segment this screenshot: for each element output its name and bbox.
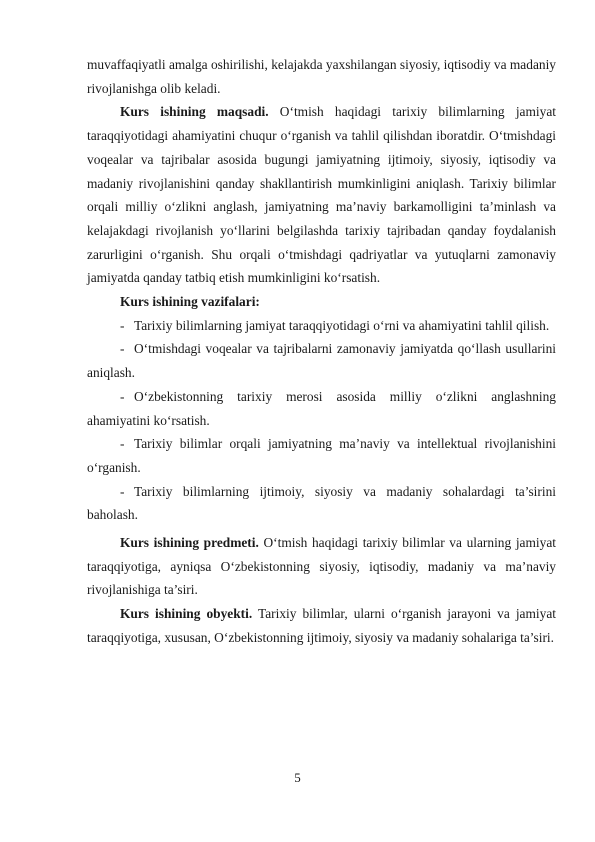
object-label: Kurs ishining obyekti. — [120, 606, 253, 622]
body-text — [87, 53, 556, 650]
bullet-dash: - — [120, 436, 125, 452]
task-item: - O‘tmishdagi voqealar va tajribalarni zamonaviy jamiyatda qo‘llash usullarini aniqlash. — [87, 337, 556, 384]
task-item: - Tarixiy bilimlarning jamiyat taraqqiyotidagi o‘rni va ahamiyatini tahlil qilish. — [87, 314, 556, 338]
tasks-heading: Kurs ishining vazifalari: — [120, 294, 260, 310]
page-number: 5 — [294, 770, 301, 785]
task-item: - O‘zbekistonning tarixiy merosi asosida milliy o‘zlikni anglashning ahamiyatini ko‘rsatish. — [87, 385, 556, 432]
bullet-dash: - — [120, 483, 125, 499]
paragraph-goal — [87, 100, 556, 290]
goal-text: O‘tmish haqidagi tarixiy bilimlarning jamiyat taraqqiyotidagi ahamiyatini chuqur o‘rganish va tahlil qilishdan iboratdir. O‘tmishdagi voqealar va tajribalar asosida bugungi jamiyatning ijtimoiy, siyosiy, iqtisodiy va madaniy rivojlanishini qanday shakllantirish mumkinligini aniqlash. Tarixiy bilimlar orqali milliy o‘zlikni anglash, jamiyatning ma’naviy barkamolligini ta’minlash va kelajakdagi rivojlanish yo‘llarini belgilashda tarixiy tajribadan qanday foydalanish zarurligini o‘rganish. Shu orqali o‘tmishdagi qadriyatlar va yutuqlarni zamonaviy jamiyatda qanday tatbiq etish mumkinligini ko‘rsatish. — [87, 104, 557, 286]
subject-label: Kurs ishining predmeti. — [120, 535, 259, 551]
bullet-dash: - — [120, 317, 125, 333]
paragraph-intro-continuation: muvaffaqiyatli amalga oshirilishi, kelajakda yaxshilangan siyosiy, iqtisodiy va madaniy rivojlanishga olib keladi. — [87, 57, 556, 96]
subject-text: O‘tmish haqidagi tarixiy bilimlar va ularning jamiyat taraqqiyotiga, ayniqsa O‘zbekistonning siyosiy, iqtisodiy, madaniy va ma’naviy rivojlanishiga ta’siri. — [87, 535, 556, 598]
task-item: - Tarixiy bilimlarning ijtimoiy, siyosiy va madaniy sohalardagi ta’sirini baholash. — [87, 480, 556, 527]
paragraph-object — [87, 602, 556, 649]
goal-label: Kurs ishining maqsadi. — [120, 104, 269, 120]
paragraph-subject — [87, 531, 556, 602]
bullet-dash: - — [120, 388, 125, 404]
object-text: Tarixiy bilimlar, ularni o‘rganish jarayoni va jamiyat taraqqiyotiga, xususan, O‘zbekistonning ijtimoiy, siyosiy va madaniy sohalariga ta’siri. — [87, 606, 556, 645]
task-item: - Tarixiy bilimlar orqali jamiyatning ma’naviy va intellektual rivojlanishini o‘rganish. — [87, 432, 556, 479]
bullet-dash: - — [120, 341, 125, 357]
